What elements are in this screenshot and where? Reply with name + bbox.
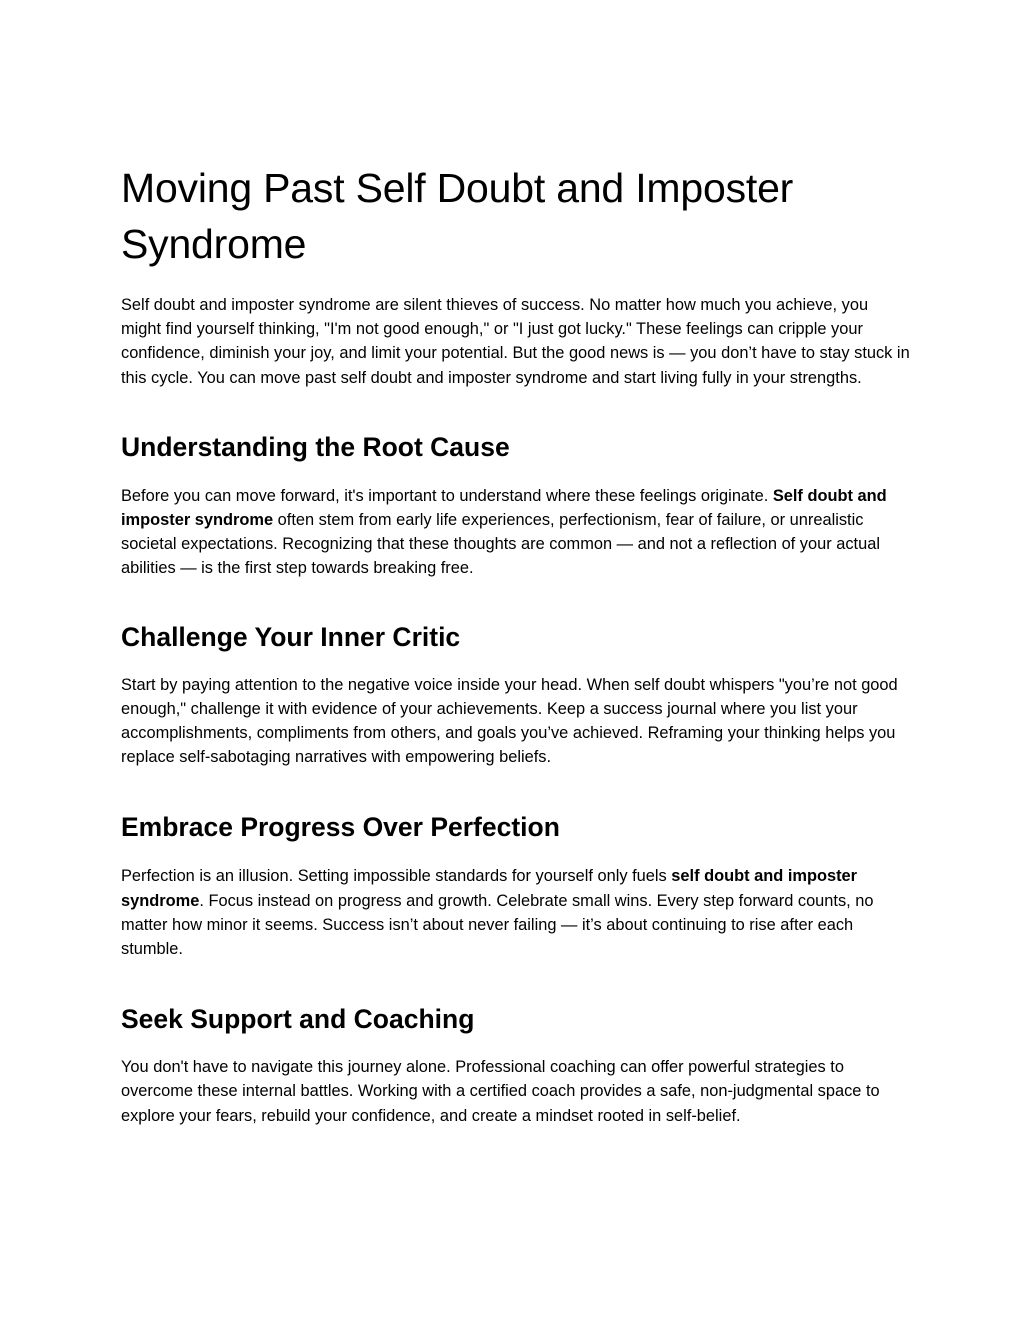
section-heading-support: Seek Support and Coaching — [121, 1004, 475, 1035]
section-heading-progress: Embrace Progress Over Perfection — [121, 812, 560, 843]
text-segment: Perfection is an illusion. Setting impossible standards for yourself only fuels — [121, 867, 672, 886]
section-paragraph-inner-critic: Start by paying attention to the negative voice inside your head. When self doubt whispers "you’re not good enough," challenge it with evidence of your achievements. Keep a success journal where you list your accomplishments, compliments from others, and goals you’ve achieved. Reframing your thinking helps you replace self-sabotaging narratives with empowering beliefs. — [121, 675, 898, 767]
section-heading-root-cause: Understanding the Root Cause — [121, 431, 510, 462]
text-segment: Before you can move forward, it's important to understand where these feelings originate. — [121, 486, 773, 505]
bold-phrase: self doubt and imposter syndrome — [121, 867, 858, 910]
document-page — [121, 160, 911, 1128]
bold-phrase: Self doubt and imposter syndrome — [121, 486, 887, 530]
text-segment: . Focus instead on progress and growth. Celebrate small wins. Every step forward counts, no matter how minor it seems. Success isn’t about never failing — it’s about continuing to rise after each stumble. — [121, 891, 874, 959]
text-segment: often stem from early life experiences, perfectionism, fear of failure, or unrealistic societal expectations. Recognizing that these thoughts are common — and not a reflection of your actual abilities — is the first step towards breaking free. — [121, 511, 880, 578]
intro-paragraph: Self doubt and imposter syndrome are silent thieves of success. No matter how much you achieve, you might find yourself thinking, "I'm not good enough," or "I just got lucky." These feelings can cripple your confidence, diminish your joy, and limit your potential. But the good news is — you don’t have to stay stuck in this cycle. You can move past self doubt and imposter syndrome and start living fully in your strengths. — [121, 296, 910, 387]
section-paragraph-root-cause — [121, 484, 911, 581]
section-paragraph-progress — [121, 864, 911, 961]
section-paragraph-support: You don't have to navigate this journey alone. Professional coaching can offer powerful strategies to overcome these internal battles. Working with a certified coach provides a safe, non-judgmental space to explore your fears, rebuild your confidence, and create a mindset rooted in self-belief. — [121, 1058, 880, 1125]
section-heading-inner-critic: Challenge Your Inner Critic — [121, 621, 461, 652]
document-title: Moving Past Self Doubt and Imposter Syndrome — [121, 165, 794, 267]
